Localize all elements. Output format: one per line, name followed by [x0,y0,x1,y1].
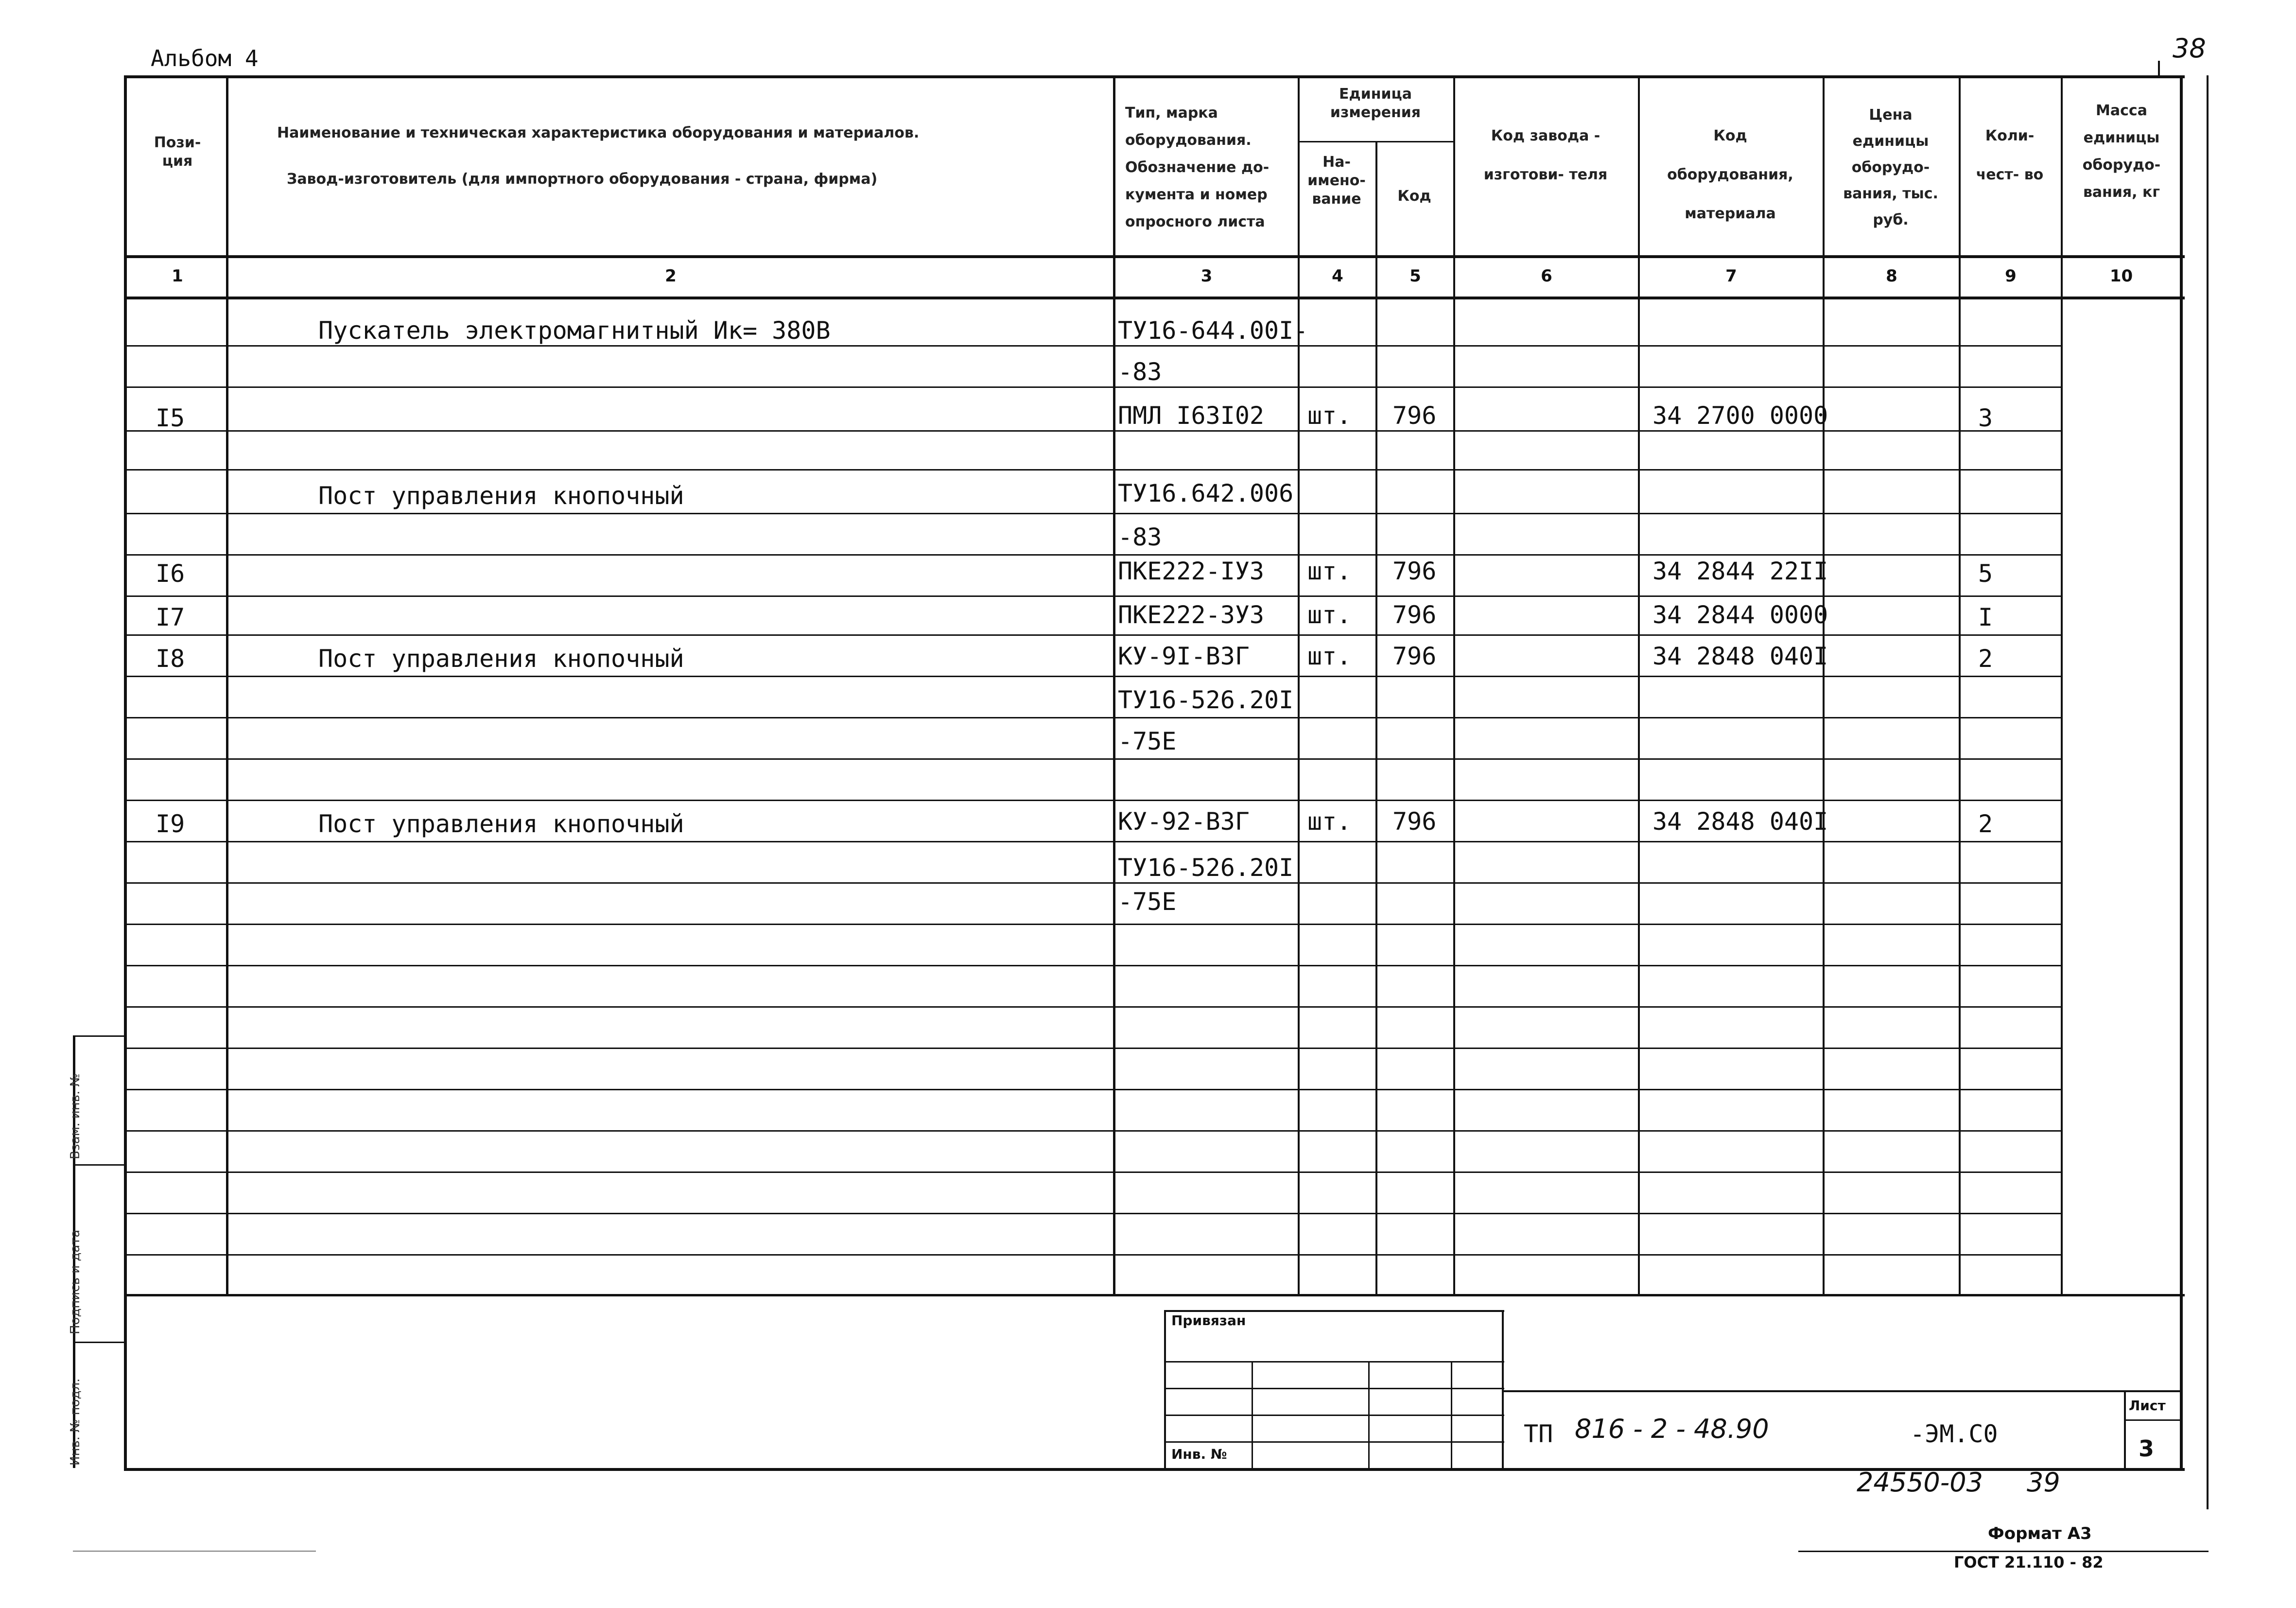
colnum-7: 7 [1725,266,1737,286]
row-type: -83 [1118,358,1162,386]
colnum-1: 1 [172,266,183,286]
side-label-sign-date: Подпись и дата [68,1229,83,1334]
header-mass: Масса единицы оборудо- вания, кг [2082,102,2161,201]
list-label: Лист [2129,1398,2166,1414]
header-unit-name: На- имено- вание [1307,154,1366,208]
row-type: ПКЕ222-3У3 [1118,601,1265,629]
footer-line [1798,1551,2209,1552]
header-name-line1: Наименование и техническая характеристика оборудования и материалов. [277,124,920,141]
row-quantity: 2 [1978,645,1993,673]
row-quantity: 5 [1978,559,1993,588]
header-name-line2: Завод-изготовитель (для импортного оборудования - страна, фирма) [287,171,878,188]
row-type: -75Е [1118,888,1177,916]
row-name: Пускатель электромагнитный Ик= 380В [318,316,831,345]
row-equipment-code: 34 2848 040I [1652,642,1828,670]
row-type: КУ-92-В3Г [1118,807,1250,836]
header-quantity: Коли- чест- во [1976,127,2044,183]
handwritten-page: 39 [2027,1467,2060,1498]
colnum-2: 2 [665,266,677,286]
doc-number-handwritten: 816 - 2 - 48.90 [1575,1414,1769,1444]
side-label-inv-orig: Инв. № подл. [68,1378,83,1466]
row-equipment-code: 34 2700 0000 [1652,402,1828,430]
row-type: ТУ16-526.20I [1118,686,1294,714]
colnum-4: 4 [1332,266,1343,286]
row-position: I8 [156,645,185,673]
row-name: Пост управления кнопочный [318,645,684,673]
inv-no-label: Инв. № [1171,1446,1227,1462]
row-unit-code: 796 [1392,642,1437,670]
row-quantity: I [1978,603,1993,631]
header-factory-code: Код завода - изготови- теля [1483,127,1608,183]
format-label: Формат А3 [1988,1524,2092,1543]
header-price: Цена единицы оборудо- вания, тыс. руб. [1843,106,1938,228]
header-type: Тип, марка оборудования. Обозначение до- кумента и номер опросного листа [1125,105,1270,230]
row-unit: шт. [1307,807,1352,836]
row-equipment-code: 34 2844 0000 [1652,601,1828,629]
row-quantity: 3 [1978,404,1993,432]
row-position: I7 [156,603,185,631]
header-unit-code: Код [1397,188,1431,205]
row-type: ТУ16-526.20I [1118,854,1294,882]
doc-prefix: ТП [1524,1420,1553,1448]
row-type: -83 [1118,523,1162,551]
footer-dash [73,1551,316,1552]
row-unit-code: 796 [1392,557,1437,585]
header-unit-group: Единица измерения [1330,86,1421,121]
row-equipment-code: 34 2844 22II [1652,557,1828,585]
row-type: -75Е [1118,727,1177,755]
colnum-8: 8 [1886,266,1897,286]
row-unit: шт. [1307,601,1352,629]
sheet-number: 38 [2173,33,2206,64]
colnum-9: 9 [2005,266,2017,286]
row-unit: шт. [1307,642,1352,670]
list-value: 3 [2139,1435,2155,1462]
row-unit: шт. [1307,402,1352,430]
privyazan-label: Привязан [1171,1312,1246,1328]
handwritten-number: 24550-03 [1857,1467,1983,1498]
row-unit-code: 796 [1392,402,1437,430]
row-unit-code: 796 [1392,807,1437,836]
row-type: КУ-9I-В3Г [1118,642,1250,670]
row-unit: шт. [1307,557,1352,585]
row-name: Пост управления кнопочный [318,810,684,838]
colnum-5: 5 [1409,266,1421,286]
doc-suffix: -ЭМ.С0 [1910,1420,1998,1448]
row-position: I9 [156,810,185,838]
album-label: Альбом 4 [151,45,259,71]
row-name: Пост управления кнопочный [318,482,684,510]
row-type: ТУ16.642.006 [1118,479,1294,507]
row-type: ТУ16-644.00I- [1118,316,1308,345]
side-label-inv-repl: Взам. инв. № [68,1073,83,1159]
colnum-6: 6 [1541,266,1552,286]
row-position: I5 [156,404,185,432]
row-unit-code: 796 [1392,601,1437,629]
gost-label: ГОСТ 21.110 - 82 [1954,1553,2104,1572]
row-position: I6 [156,559,185,588]
row-type: ПМЛ I63I02 [1118,402,1265,430]
row-equipment-code: 34 2848 040I [1652,807,1828,836]
colnum-3: 3 [1200,266,1213,286]
row-type: ПКЕ222-IУ3 [1118,557,1265,585]
header-position: Пози- ция [154,134,201,170]
header-equipment-code: Код оборудования, материала [1667,127,1793,222]
colnum-10: 10 [2109,266,2133,286]
row-quantity: 2 [1978,810,1993,838]
